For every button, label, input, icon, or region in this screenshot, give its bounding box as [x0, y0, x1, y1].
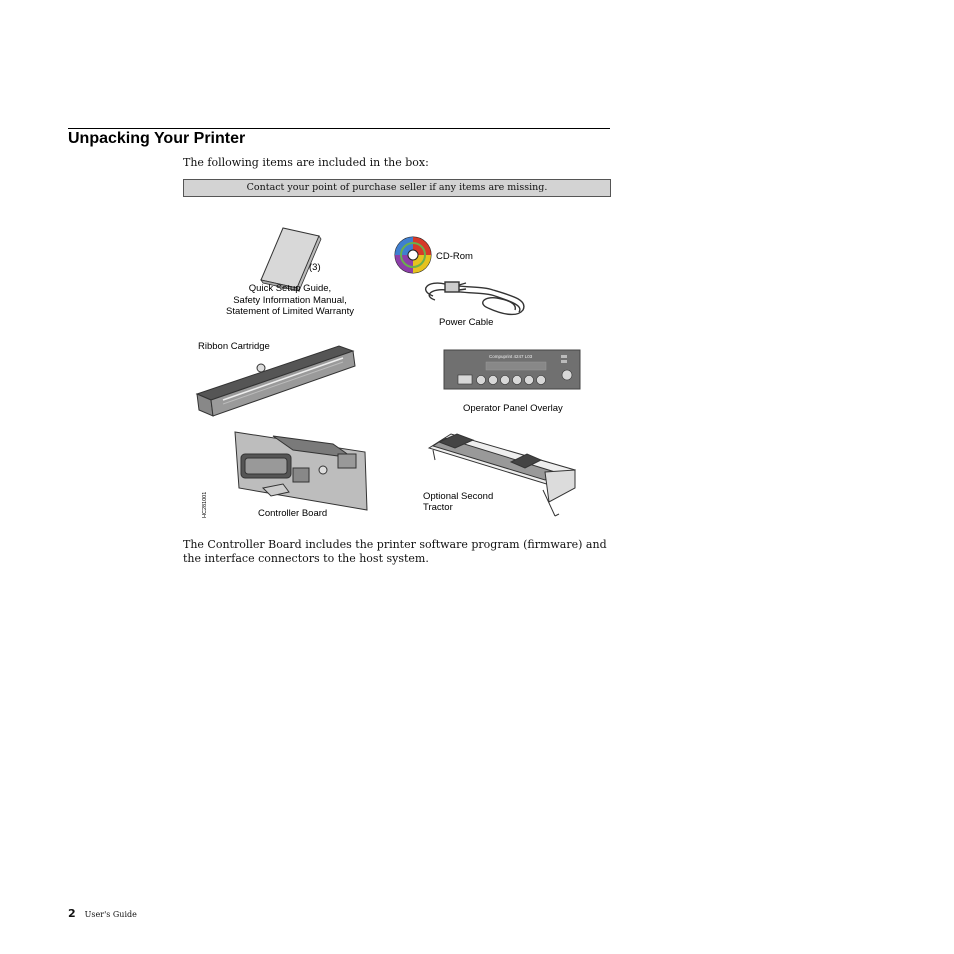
operator-panel-overlay-label: Operator Panel Overlay	[463, 403, 563, 414]
missing-items-note: Contact your point of purchase seller if any items are missing.	[183, 179, 611, 197]
manuals-label-line3: Statement of Limited Warranty	[226, 306, 354, 317]
section-title: Unpacking Your Printer	[68, 130, 246, 147]
cd-rom-label: CD-Rom	[436, 251, 473, 262]
figure-id: HC281001	[202, 491, 208, 518]
controller-board-illustration	[235, 432, 367, 510]
ribbon-cartridge-label: Ribbon Cartridge	[198, 341, 270, 352]
box-contents-figure	[183, 218, 593, 523]
operator-panel-overlay-illustration	[444, 350, 580, 389]
heading-rule	[68, 128, 610, 129]
page-footer	[68, 902, 137, 921]
tractor-label-line2: Tractor	[423, 502, 453, 513]
ribbon-cartridge-illustration	[197, 346, 355, 416]
intro-text: The following items are included in the box:	[183, 156, 429, 169]
panel-model-text: Compuprint 4247 L03	[489, 354, 533, 359]
controller-board-description: The Controller Board includes the printer software program (firmware) and the interface connectors to the host system.	[183, 538, 607, 565]
manuals-label-line2: Safety Information Manual,	[233, 295, 347, 306]
manuals-label-line1: Quick Setup Guide,	[248, 283, 332, 294]
page-number: 2	[68, 907, 76, 920]
manuals-illustration	[261, 228, 321, 291]
manuals-count: (3)	[309, 262, 321, 273]
tractor-label-line1: Optional Second	[423, 491, 494, 502]
power-cable-illustration	[426, 282, 524, 314]
footer-label: User's Guide	[84, 910, 137, 919]
controller-board-label: Controller Board	[258, 508, 328, 519]
cd-rom-illustration	[395, 237, 431, 273]
power-cable-label: Power Cable	[439, 317, 494, 328]
